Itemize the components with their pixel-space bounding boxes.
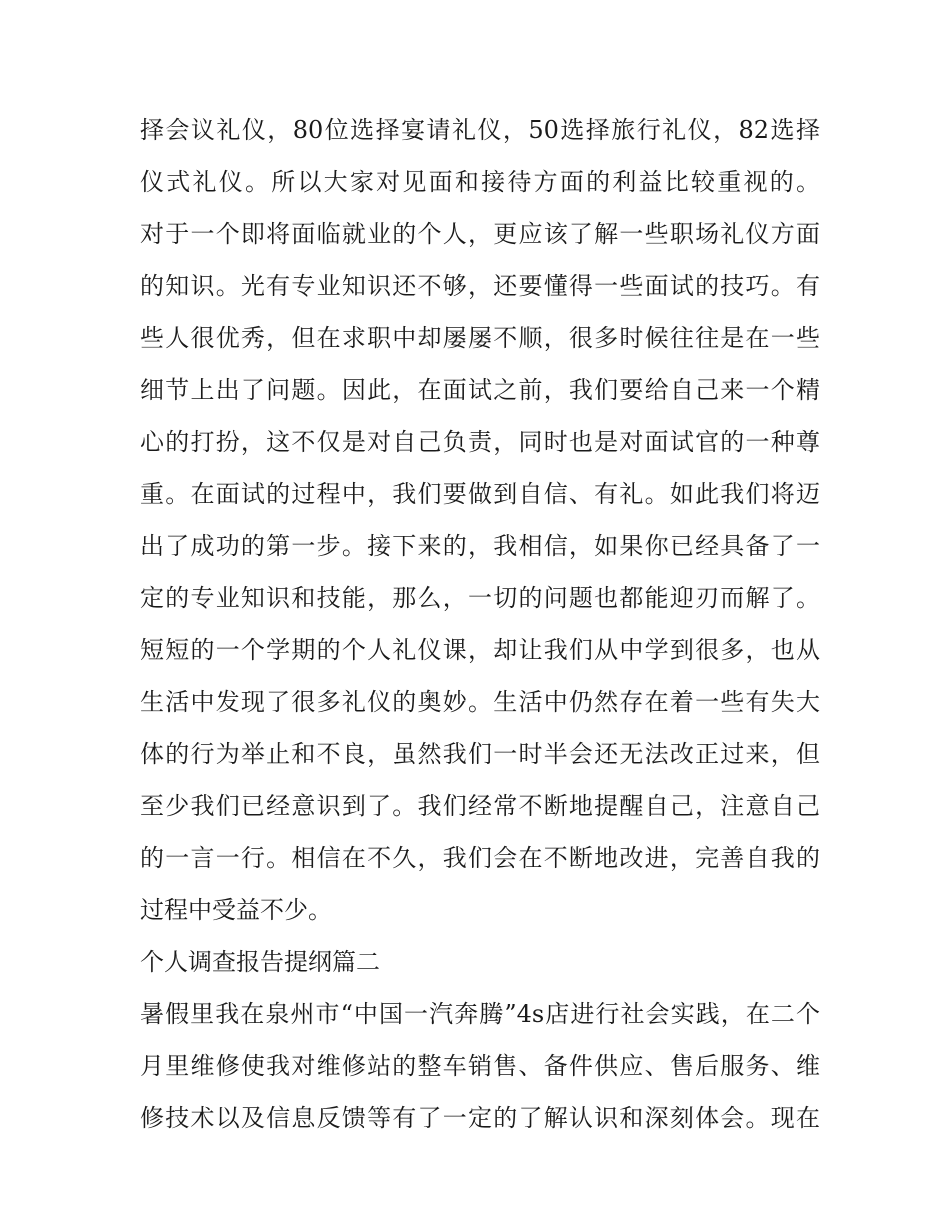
text-line: 过程中受益不少。	[140, 896, 332, 924]
text-line: 些人很优秀，但在求职中却屡屡不顺，很多时候往往是在一些	[140, 324, 820, 352]
text-line: 细节上出了问题。因此，在面试之前，我们要给自己来一个精	[140, 376, 820, 404]
text-line: 出了成功的第一步。接下来的，我相信，如果你已经具备了一	[140, 532, 820, 560]
text-line: 生活中发现了很多礼仪的奥妙。生活中仍然存在着一些有失大	[140, 688, 820, 716]
text-line: 至少我们已经意识到了。我们经常不断地提醒自己，注意自己	[140, 792, 820, 820]
text-line: 定的专业知识和技能，那么，一切的问题也都能迎刃而解了。	[140, 584, 820, 612]
text-line: 心的打扮，这不仅是对自己负责，同时也是对面试官的一种尊	[140, 428, 820, 456]
text-line: 月里维修使我对维修站的整车销售、备件供应、售后服务、维	[140, 1052, 820, 1080]
text-line: 的一言一行。相信在不久，我们会在不断地改进，完善自我的	[140, 844, 820, 872]
text-line: 短短的一个学期的个人礼仪课，却让我们从中学到很多，也从	[140, 636, 820, 664]
text-line: 暑假里我在泉州市“中国一汽奔腾”4s店进行社会实践，在二个	[140, 1000, 820, 1028]
text-line: 重。在面试的过程中，我们要做到自信、有礼。如此我们将迈	[140, 480, 820, 508]
text-line: 对于一个即将面临就业的个人，更应该了解一些职场礼仪方面	[140, 220, 820, 248]
text-line: 体的行为举止和不良，虽然我们一时半会还无法改正过来，但	[140, 740, 820, 768]
text-line: 修技术以及信息反馈等有了一定的了解认识和深刻体会。现在	[140, 1104, 820, 1132]
text-line: 仪式礼仪。所以大家对见面和接待方面的利益比较重视的。	[140, 168, 820, 196]
section-heading: 个人调查报告提纲篇二	[140, 948, 380, 976]
text-line: 的知识。光有专业知识还不够，还要懂得一些面试的技巧。有	[140, 272, 820, 300]
text-line: 择会议礼仪，80位选择宴请礼仪，50选择旅行礼仪，82选择	[140, 116, 820, 144]
